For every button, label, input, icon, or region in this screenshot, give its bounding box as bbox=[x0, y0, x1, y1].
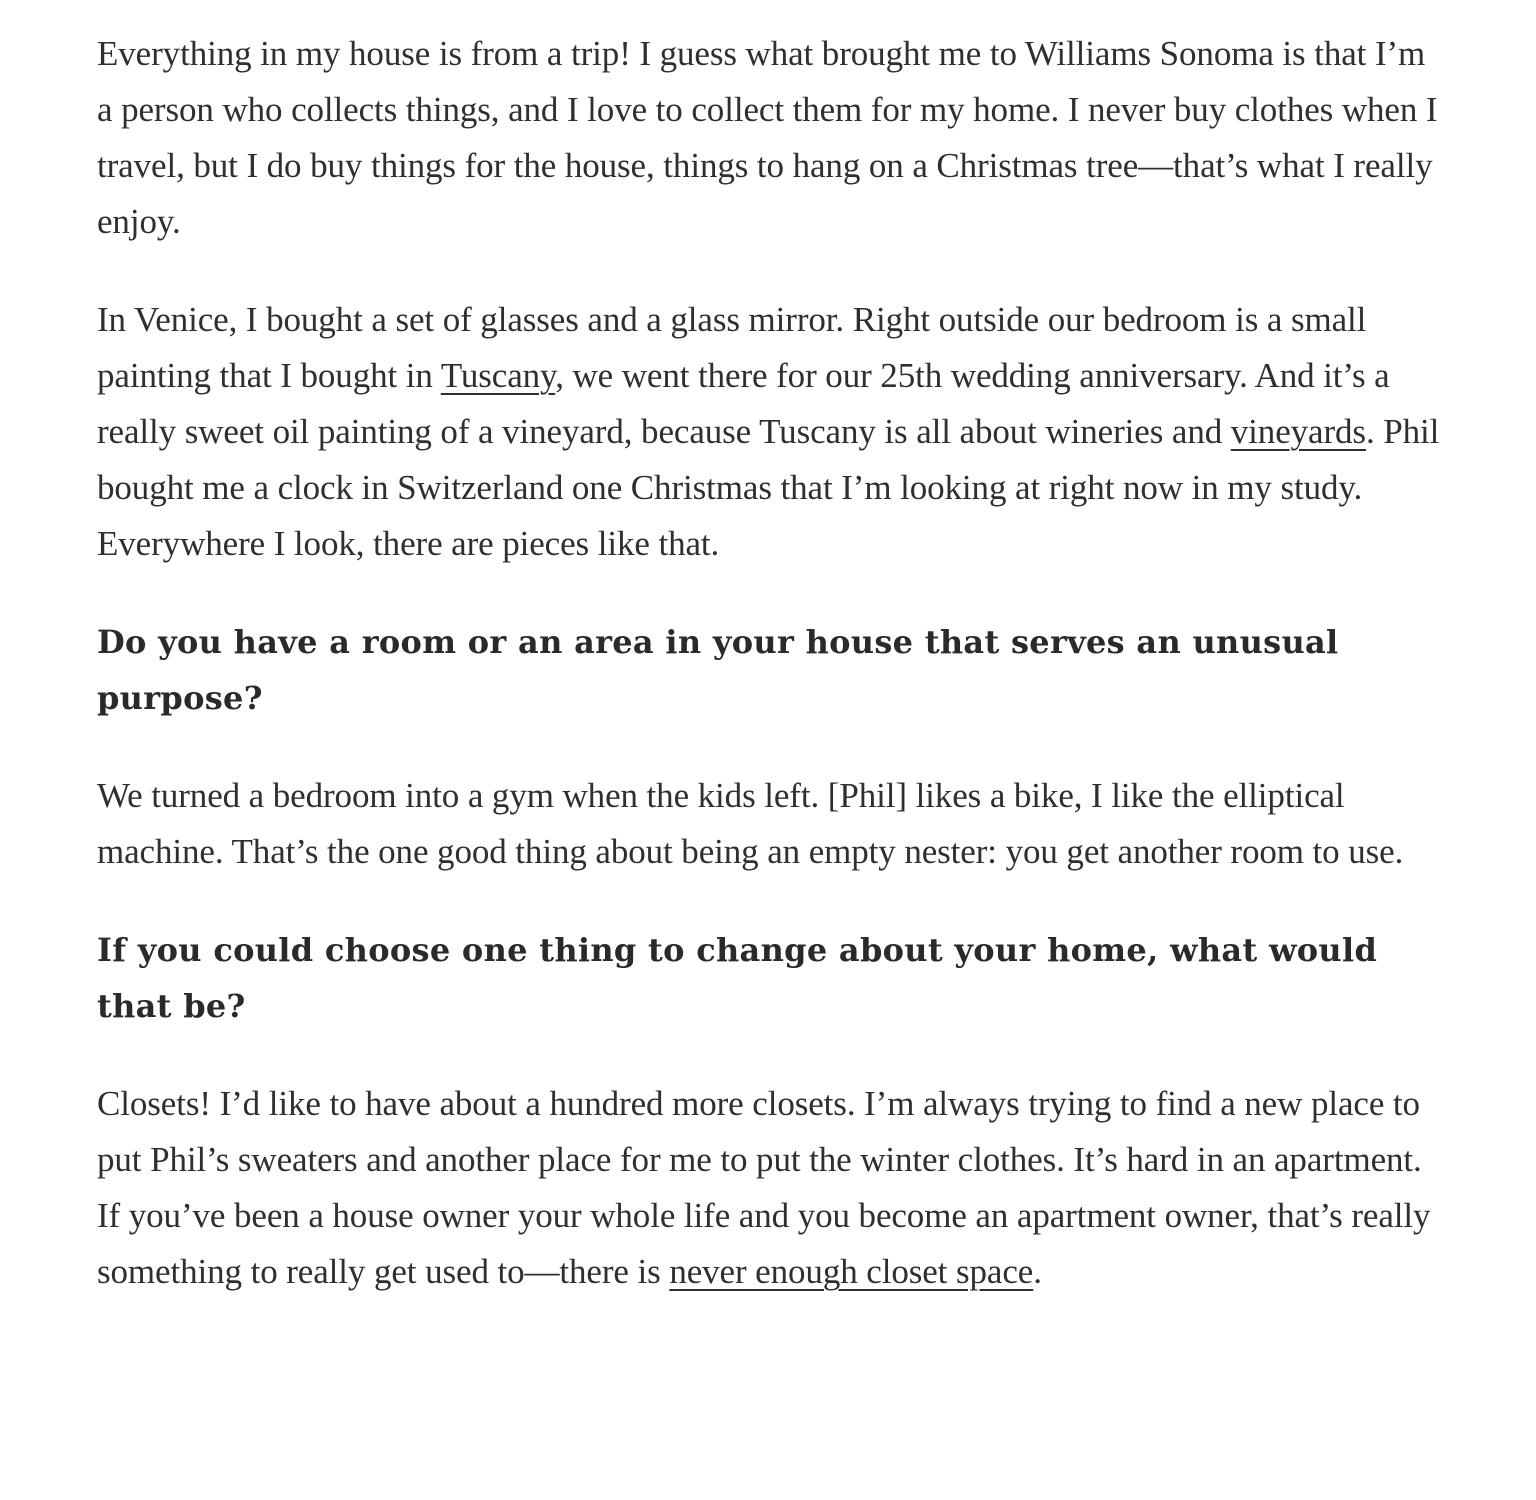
closet-space-link[interactable]: never enough closet space bbox=[669, 1252, 1034, 1291]
paragraph-text-segment: In Venice, I bought a set of glasses and a glass mirror. Right outside our bedroom is a small painting that I bought in bbox=[97, 300, 1367, 395]
paragraph-text-segment: . bbox=[1033, 1252, 1042, 1291]
tuscany-link[interactable]: Tuscany bbox=[440, 356, 556, 395]
question-heading-change-home: If you could choose one thing to change about your home, what would that be? bbox=[97, 931, 1378, 1025]
article-body bbox=[97, 26, 1447, 1342]
paragraph-travel-pieces bbox=[97, 292, 1447, 572]
paragraph-gym-room bbox=[97, 768, 1447, 880]
paragraph-trip-collections bbox=[97, 26, 1447, 250]
paragraph-text-segment: , we went there for our 25th wedding anniversary. And it’s a really sweet oil painting of a vineyard, because Tuscany is all about wineries and bbox=[97, 356, 1390, 451]
paragraph-text: Everything in my house is from a trip! I guess what brought me to Williams Sonoma is that I’m a person who collects things, and I love to collect them for my home. I never buy clothes when I travel, but I do buy things for the house, things to hang on a Christmas tree—that’s what I really enjoy. bbox=[97, 34, 1438, 241]
paragraph-text-segment: . Phil bought me a clock in Switzerland one Christmas that I’m looking at right now in my study. Everywhere I look, there are pieces like that. bbox=[97, 412, 1440, 563]
vineyards-link[interactable]: vineyards bbox=[1230, 412, 1366, 451]
paragraph-closets bbox=[97, 1076, 1447, 1300]
paragraph-text-segment: Closets! I’d like to have about a hundred more closets. I’m always trying to find a new place to put Phil’s sweaters and another place for me to put the winter clothes. It’s hard in an apartment. If you’ve been a house owner your whole life and you become an apartment owner, that’s really something to really get used to—there is bbox=[97, 1084, 1431, 1291]
paragraph-text: We turned a bedroom into a gym when the kids left. [Phil] likes a bike, I like the elliptical machine. That’s the one good thing about being an empty nester: you get another room to use. bbox=[97, 776, 1404, 871]
question-heading-unusual-room: Do you have a room or an area in your house that serves an unusual purpose? bbox=[97, 623, 1339, 717]
